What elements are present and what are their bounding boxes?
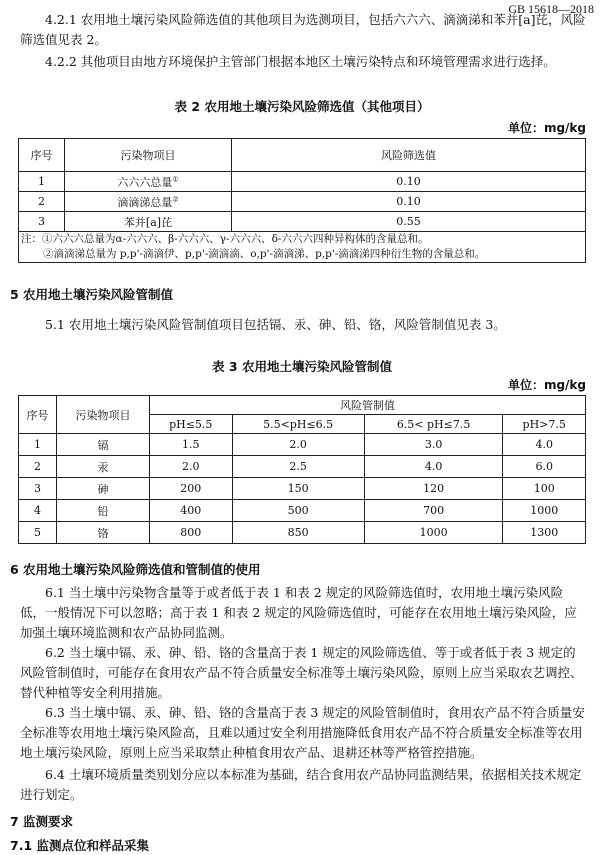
- standard-number: GB 15618—2018: [508, 2, 594, 16]
- table3-ph-1: pH≤5.5: [150, 415, 233, 434]
- cell-item: 汞: [57, 456, 150, 478]
- paragraph-4-2-2: 4.2.2 其他项目由地方环境保护主管部门根据本地区土壤污染特点和环境管理需求进行选择。: [45, 54, 556, 69]
- cell-value: 850: [232, 522, 364, 544]
- table-row: [19, 522, 586, 544]
- cell-item: 镉: [57, 434, 150, 456]
- cell-no: 3: [19, 478, 57, 500]
- table2-header-item: 污染物项目: [65, 139, 232, 172]
- table-row: [19, 212, 586, 232]
- table2-header-value: 风险筛选值: [232, 139, 586, 172]
- cell-item: 滴滴涕总量②: [65, 192, 232, 212]
- cell-value: 800: [150, 522, 233, 544]
- cell-value: 2.5: [232, 456, 364, 478]
- cell-value: 4.0: [364, 456, 503, 478]
- table2-note-1: 注：①六六六总量为α-六六六、β-六六六、γ-六六六、δ-六六六四种异构体的含量总和。: [21, 233, 429, 245]
- paragraph-6-1: 6.1 当土壤中污染物含量等于或者低于表 1 和表 2 规定的风险筛选值时，农用地土壤污染风险低，一般情况下可以忽略；高于表 1 和表 2 规定的风险筛选值时，可能存在农用地土壤污染风险，应加强土壤环境监测和农产品协同监测。: [20, 585, 577, 640]
- cell-value: 700: [364, 500, 503, 522]
- table2-caption: 表 2 农用地土壤污染风险筛选值（其他项目）: [174, 99, 430, 114]
- cell-no: 3: [19, 212, 65, 232]
- cell-value: 0.55: [232, 212, 586, 232]
- table-row: [19, 172, 586, 192]
- cell-value: 500: [232, 500, 364, 522]
- table-row: [19, 500, 586, 522]
- table3-header-no: 序号: [19, 396, 57, 434]
- table-row: [19, 192, 586, 212]
- cell-item: 六六六总量①: [65, 172, 232, 192]
- cell-no: 4: [19, 500, 57, 522]
- cell-value: 100: [503, 478, 586, 500]
- cell-value: 0.10: [232, 172, 586, 192]
- cell-value: 6.0: [503, 456, 586, 478]
- cell-value: 2.0: [232, 434, 364, 456]
- table3-unit: 单位：mg/kg: [507, 378, 586, 392]
- section-7-1-title: 7.1 监测点位和样品采集: [10, 838, 149, 853]
- table3-ph-4: pH>7.5: [503, 415, 586, 434]
- cell-no: 1: [19, 434, 57, 456]
- table-row: [19, 478, 586, 500]
- table-row: [19, 456, 586, 478]
- cell-item: 铅: [57, 500, 150, 522]
- table2: [18, 138, 586, 263]
- cell-value: 200: [150, 478, 233, 500]
- table3-ph-2: 5.5<pH≤6.5: [232, 415, 364, 434]
- paragraph-6-3: 6.3 当土壤中镉、汞、砷、铅、铬的含量高于表 3 规定的风险管制值时，食用农产品不符合质量安全标准等农用地土壤污染风险高，且难以通过安全利用措施降低食用农产品不符合质量安全标准等农用地土壤污染风险，原则上应当采取禁止种植食用农产品、退耕还林等严格管控措施。: [20, 705, 585, 760]
- cell-no: 2: [19, 456, 57, 478]
- cell-value: 0.10: [232, 192, 586, 212]
- section-6-title: 6 农用地土壤污染风险筛选值和管制值的使用: [10, 562, 261, 577]
- cell-value: 3.0: [364, 434, 503, 456]
- cell-value: 150: [232, 478, 364, 500]
- table2-note-2: ②滴滴涕总量为 p,p'-滴滴伊、p,p'-滴滴滴、o,p'-滴滴涕、p,p'-滴滴涕四种衍生物的含量总和。: [43, 248, 486, 260]
- cell-value: 400: [150, 500, 233, 522]
- cell-value: 120: [364, 478, 503, 500]
- cell-value: 2.0: [150, 456, 233, 478]
- table2-unit: 单位：mg/kg: [507, 121, 586, 135]
- cell-item: 苯并[a]芘: [65, 212, 232, 232]
- section-7-title: 7 监测要求: [10, 814, 74, 829]
- cell-value: 1000: [364, 522, 503, 544]
- table3-ph-3: 6.5< pH≤7.5: [364, 415, 503, 434]
- cell-value: 1.5: [150, 434, 233, 456]
- paragraph-5-1: 5.1 农用地土壤污染风险管制值项目包括镉、汞、砷、铅、铬，风险管制值见表 3。: [45, 317, 506, 332]
- table3-caption: 表 3 农用地土壤污染风险管制值: [212, 359, 392, 374]
- paragraph-6-4: 6.4 土壤环境质量类别划分应以本标准为基础，结合食用农产品协同监测结果，依据相关技术规定进行划定。: [20, 767, 582, 802]
- paragraph-6-2: 6.2 当土壤中镉、汞、砷、铅、铬的含量高于表 1 规定的风险筛选值、等于或者低于表 3 规定的风险管制值时，可能存在食用农产品不符合质量安全标准等土壤污染风险，原则上应当采取农艺调控、替代种植等安全利用措施。: [20, 645, 583, 700]
- section-5-title: 5 农用地土壤污染风险管制值: [10, 287, 174, 302]
- cell-value: 1300: [503, 522, 586, 544]
- table2-header-no: 序号: [19, 139, 65, 172]
- cell-no: 2: [19, 192, 65, 212]
- table3-header-group: 风险管制值: [150, 396, 586, 415]
- cell-item: 铬: [57, 522, 150, 544]
- cell-value: 4.0: [503, 434, 586, 456]
- table-row: [19, 434, 586, 456]
- table3: [18, 395, 586, 544]
- cell-item: 砷: [57, 478, 150, 500]
- table3-header-item: 污染物项目: [57, 396, 150, 434]
- paragraph-4-2-1: 4.2.1 农用地土壤污染风险筛选值的其他项目为选测项目，包括六六六、滴滴涕和苯并[a]芘，风险筛选值见表 2。: [20, 12, 586, 47]
- cell-value: 1000: [503, 500, 586, 522]
- cell-no: 5: [19, 522, 57, 544]
- table2-note-row: [19, 232, 586, 263]
- cell-no: 1: [19, 172, 65, 192]
